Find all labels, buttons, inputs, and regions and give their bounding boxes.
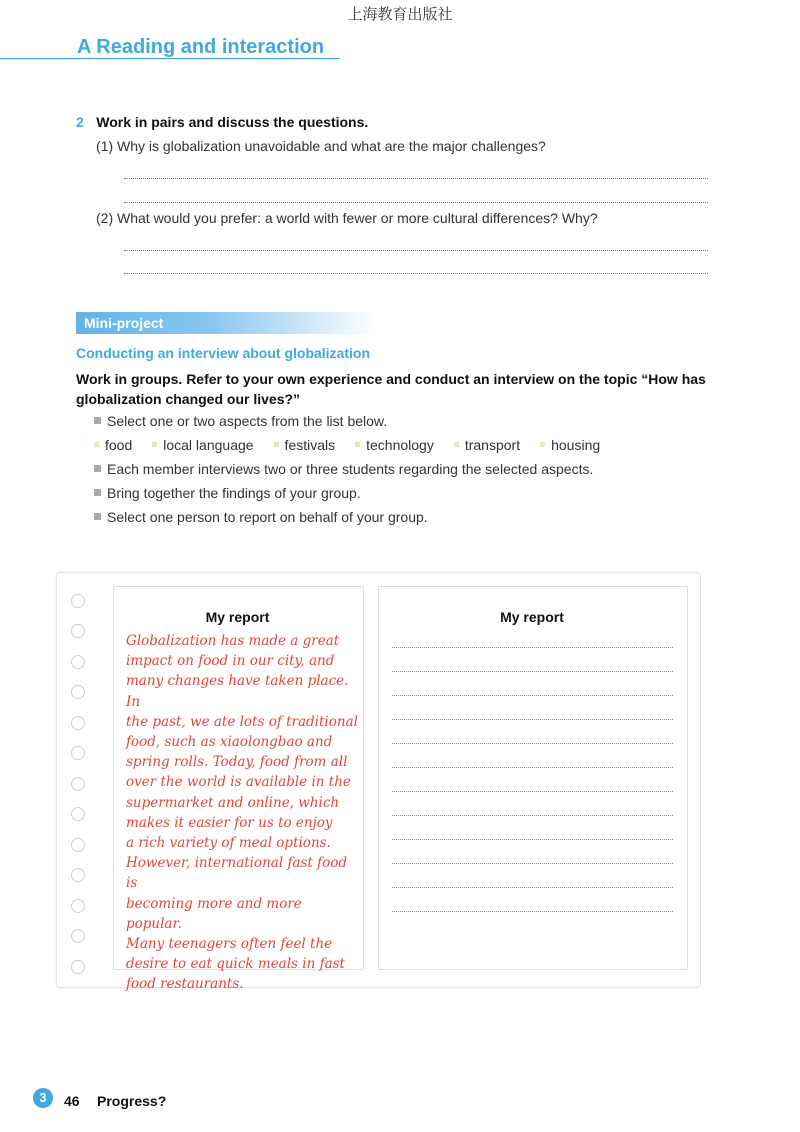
step-item bbox=[94, 461, 593, 477]
sample-line: over the world is available in the bbox=[126, 774, 351, 791]
publisher-name: 上海教育出版社 bbox=[347, 5, 453, 23]
mini-project-tab bbox=[76, 312, 376, 334]
sample-report-title: My report bbox=[205, 609, 270, 625]
page-number: 46 bbox=[64, 1093, 80, 1109]
writing-line[interactable] bbox=[392, 815, 673, 816]
aspect-item: food bbox=[94, 437, 132, 453]
question-title: Work in pairs and discuss the questions. bbox=[96, 114, 369, 130]
binder-ring-icon bbox=[71, 685, 85, 699]
bullet-square-icon bbox=[94, 417, 101, 424]
answer-line[interactable] bbox=[124, 202, 708, 203]
answer-line[interactable] bbox=[124, 250, 708, 251]
discussion-heading bbox=[76, 114, 368, 132]
blank-report-card bbox=[378, 586, 688, 970]
writing-line[interactable] bbox=[392, 767, 673, 768]
writing-line[interactable] bbox=[392, 695, 673, 696]
binder-ring-icon bbox=[71, 960, 85, 974]
writing-line[interactable] bbox=[392, 791, 673, 792]
bullet-square-icon bbox=[94, 489, 101, 496]
sub-question-1: (1) Why is globalization unavoidable and what are the major challenges? bbox=[96, 138, 546, 154]
sample-line: spring rolls. Today, food from all bbox=[126, 754, 348, 771]
bullet-square-icon bbox=[94, 465, 101, 472]
step-item bbox=[94, 413, 387, 429]
aspect-item: local language bbox=[152, 437, 253, 453]
section-divider bbox=[0, 58, 340, 59]
sample-line: makes it easier for us to enjoy bbox=[126, 814, 333, 831]
sample-line: Globalization has made a great bbox=[126, 633, 340, 649]
step-text: Bring together the findings of your group. bbox=[107, 485, 361, 501]
sample-line: desire to eat quick meals in fast bbox=[126, 956, 345, 973]
sample-line: food restaurants. bbox=[126, 976, 244, 993]
writing-line[interactable] bbox=[392, 719, 673, 720]
sample-line: a rich variety of meal options. bbox=[126, 835, 331, 852]
writing-line[interactable] bbox=[392, 887, 673, 888]
mini-project-subtitle: Conducting an interview about globalization bbox=[76, 345, 370, 361]
step-item bbox=[94, 485, 361, 501]
bullet-dot-icon bbox=[454, 442, 459, 447]
sample-line: However, international fast food is bbox=[126, 855, 348, 892]
sample-line: supermarket and online, which bbox=[126, 794, 340, 811]
writing-line[interactable] bbox=[392, 911, 673, 912]
binder-ring-icon bbox=[71, 868, 85, 882]
section-title: A Reading and interaction bbox=[77, 36, 325, 58]
answer-line[interactable] bbox=[124, 178, 708, 179]
bullet-dot-icon bbox=[152, 442, 157, 447]
bullet-dot-icon bbox=[355, 442, 360, 447]
aspect-item: housing bbox=[540, 437, 600, 453]
writing-line[interactable] bbox=[392, 743, 673, 744]
aspect-item: technology bbox=[355, 437, 434, 453]
step-item bbox=[94, 509, 428, 525]
binder-ring-icon bbox=[71, 777, 85, 791]
blank-report-title: My report bbox=[500, 609, 564, 625]
bullet-dot-icon bbox=[94, 442, 99, 447]
sub-question-2: (2) What would you prefer: a world with fewer or more cultural differences? Why? bbox=[96, 210, 598, 226]
book-title: Progress? bbox=[97, 1093, 167, 1109]
binder-ring-icon bbox=[71, 929, 85, 943]
sample-line: Many teenagers often feel the bbox=[126, 936, 333, 953]
step-text: Select one or two aspects from the list below. bbox=[107, 413, 388, 429]
aspect-list bbox=[94, 437, 620, 453]
sample-line: food, such as xiaolongbao and bbox=[126, 734, 333, 751]
step-text: Select one person to report on behalf of your group. bbox=[107, 509, 428, 525]
binder-ring-icon bbox=[71, 807, 85, 821]
question-number: 2 bbox=[76, 114, 84, 130]
binder-ring-icon bbox=[71, 746, 85, 760]
sample-line: the past, we ate lots of traditional bbox=[126, 713, 358, 730]
sample-line: impact on food in our city, and bbox=[126, 653, 335, 670]
aspect-item: transport bbox=[454, 437, 520, 453]
sample-line: becoming more and more popular. bbox=[126, 895, 302, 932]
answer-line[interactable] bbox=[124, 273, 708, 274]
writing-line[interactable] bbox=[392, 839, 673, 840]
bullet-square-icon bbox=[94, 513, 101, 520]
unit-badge: 3 bbox=[33, 1088, 53, 1108]
sample-emphasis: xiaolongbao bbox=[219, 734, 303, 751]
binder-ring-icon bbox=[71, 594, 85, 608]
bullet-dot-icon bbox=[274, 442, 279, 447]
mini-project-label: Mini-project bbox=[84, 315, 164, 331]
aspect-item: festivals bbox=[274, 437, 336, 453]
binder-ring-icon bbox=[71, 716, 85, 730]
binder-ring-icon bbox=[71, 655, 85, 669]
sample-report-text bbox=[126, 631, 358, 995]
writing-line[interactable] bbox=[392, 647, 673, 648]
binder-ring-icon bbox=[71, 624, 85, 638]
writing-line[interactable] bbox=[392, 863, 673, 864]
step-text: Each member interviews two or three students regarding the selected aspects. bbox=[107, 461, 594, 477]
writing-line[interactable] bbox=[392, 671, 673, 672]
mini-project-instruction: Work in groups. Refer to your own experience and conduct an interview on the topic “How has globalization changed our lives?” bbox=[76, 371, 706, 407]
sample-line: many changes have taken place. In bbox=[126, 673, 349, 710]
bullet-dot-icon bbox=[540, 442, 545, 447]
binder-ring-icon bbox=[71, 899, 85, 913]
binder-ring-icon bbox=[71, 838, 85, 852]
